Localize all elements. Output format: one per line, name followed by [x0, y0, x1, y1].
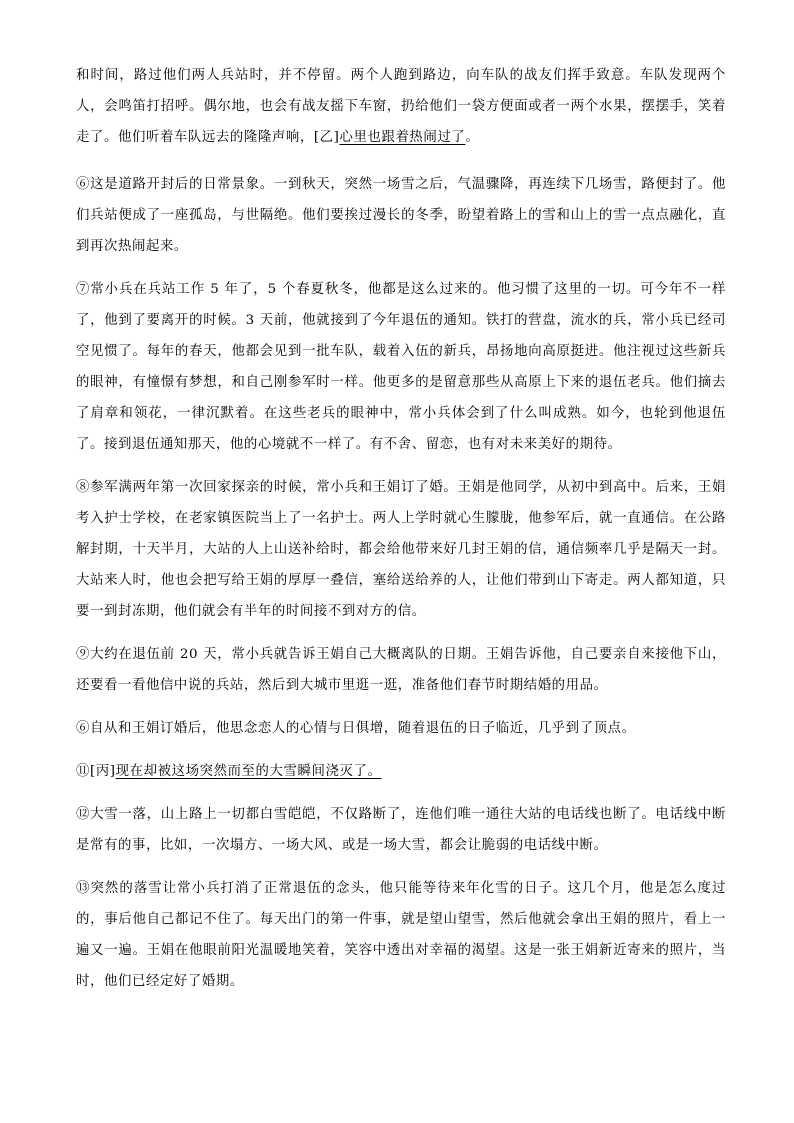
paragraph-11 [76, 756, 726, 787]
paragraph-text-end: 。 [465, 130, 480, 145]
paragraph-text: ⑪[丙] [76, 764, 116, 779]
underlined-text: 心里也跟着热闹过了 [339, 130, 466, 145]
paragraph-text: ⑨大约在退伍前 20 天，常小兵就告诉王娟自己大概离队的日期。王娟告诉他，自己要亲自来接他下山，还要看一看他信中说的兵站，然后到大城市里逛一逛，准备他们春节时期结婚的用品。 [76, 647, 726, 693]
paragraph-text: 和时间，路过他们两人兵站时，并不停留。两个人跑到路边，向车队的战友们挥手致意。车队发现两个人，会鸣笛打招呼。偶尔地，也会有战友摇下车窗，扔给他们一袋方便面或者一两个水果，摆摆手，笑着走了。他们听着车队远去的隆隆声响，[乙] [76, 68, 726, 145]
paragraph-9 [76, 639, 726, 701]
paragraph-13 [76, 873, 726, 997]
paragraph-text: ⑥自从和王娟订婚后，他思念恋人的心情与日俱增，随着退伍的日子临近，几乎到了顶点。 [76, 721, 636, 736]
paragraph-text: ⑥这是道路开封后的日常景象。一到秋天，突然一场雪之后，气温骤降，再连续下几场雪，路便封了。他们兵站便成了一座孤岛，与世隔绝。他们要挨过漫长的冬季，盼望着路上的雪和山上的雪一点点融化，直到再次热闹起来。 [76, 177, 726, 254]
paragraph-7 [76, 274, 726, 460]
article-body [76, 60, 726, 1009]
underlined-text: 现在却被这场突然而至的大雪瞬间浇灭了。 [115, 764, 382, 779]
paragraph-continuation [76, 60, 726, 153]
paragraph-10 [76, 713, 726, 744]
paragraph-text: ⑫大雪一落，山上路上一切都白雪皑皑，不仅路断了，连他们唯一通往大站的电话线也断了。电话线中断是常有的事，比如，一次塌方、一场大风、或是一场大雪，都会让脆弱的电话线中断。 [76, 807, 726, 853]
paragraph-6 [76, 169, 726, 262]
paragraph-text: ⑬突然的落雪让常小兵打消了正常退伍的念头，他只能等待来年化雪的日子。这几个月，他是怎么度过的，事后他自己都记不住了。每天出门的第一件事，就是望山望雪，然后他就会拿出王娟的照片，看上一遍又一遍。王娟在他眼前阳光温暖地笑着，笑容中透出对幸福的渴望。这是一张王娟新近寄来的照片，当时，他们已经定好了婚期。 [76, 881, 726, 989]
paragraph-12 [76, 799, 726, 861]
paragraph-8 [76, 472, 726, 627]
paragraph-text: ⑧参军满两年第一次回家探亲的时候，常小兵和王娟订了婚。王娟是他同学，从初中到高中。后来，王娟考入护士学校，在老家镇医院当上了一名护士。两人上学时就心生朦胧，他参军后，就一直通信。在公路解封期，十天半月，大站的人上山送补给时，都会给他带来好几封王娟的信，通信频率几乎是隔天一封。大站来人时，他也会把写给王娟的厚厚一叠信，塞给送给养的人，让他们带到山下寄走。两人都知道，只要一到封冻期，他们就会有半年的时间接不到对方的信。 [76, 480, 726, 619]
paragraph-text: ⑦常小兵在兵站工作 5 年了，5 个春夏秋冬，他都是这么过来的。他习惯了这里的一切。可今年不一样了，他到了要离开的时候。3 天前，他就接到了今年退伍的通知。铁打的营盘，流水的兵，常小兵已经司空见惯了。每年的春天，他都会见到一批车队，载着入伍的新兵，昂扬地向高原挺进。他注视过这些新兵的眼神，有憧憬有梦想，和自己刚参军时一样。他更多的是留意那些从高原上下来的退伍老兵。他们摘去了肩章和领花，一律沉默着。在这些老兵的眼神中，常小兵体会到了什么叫成熟。如今，也轮到他退伍了。接到退伍通知那天，他的心境就不一样了。有不舍、留恋，也有对未来美好的期待。 [76, 282, 726, 452]
